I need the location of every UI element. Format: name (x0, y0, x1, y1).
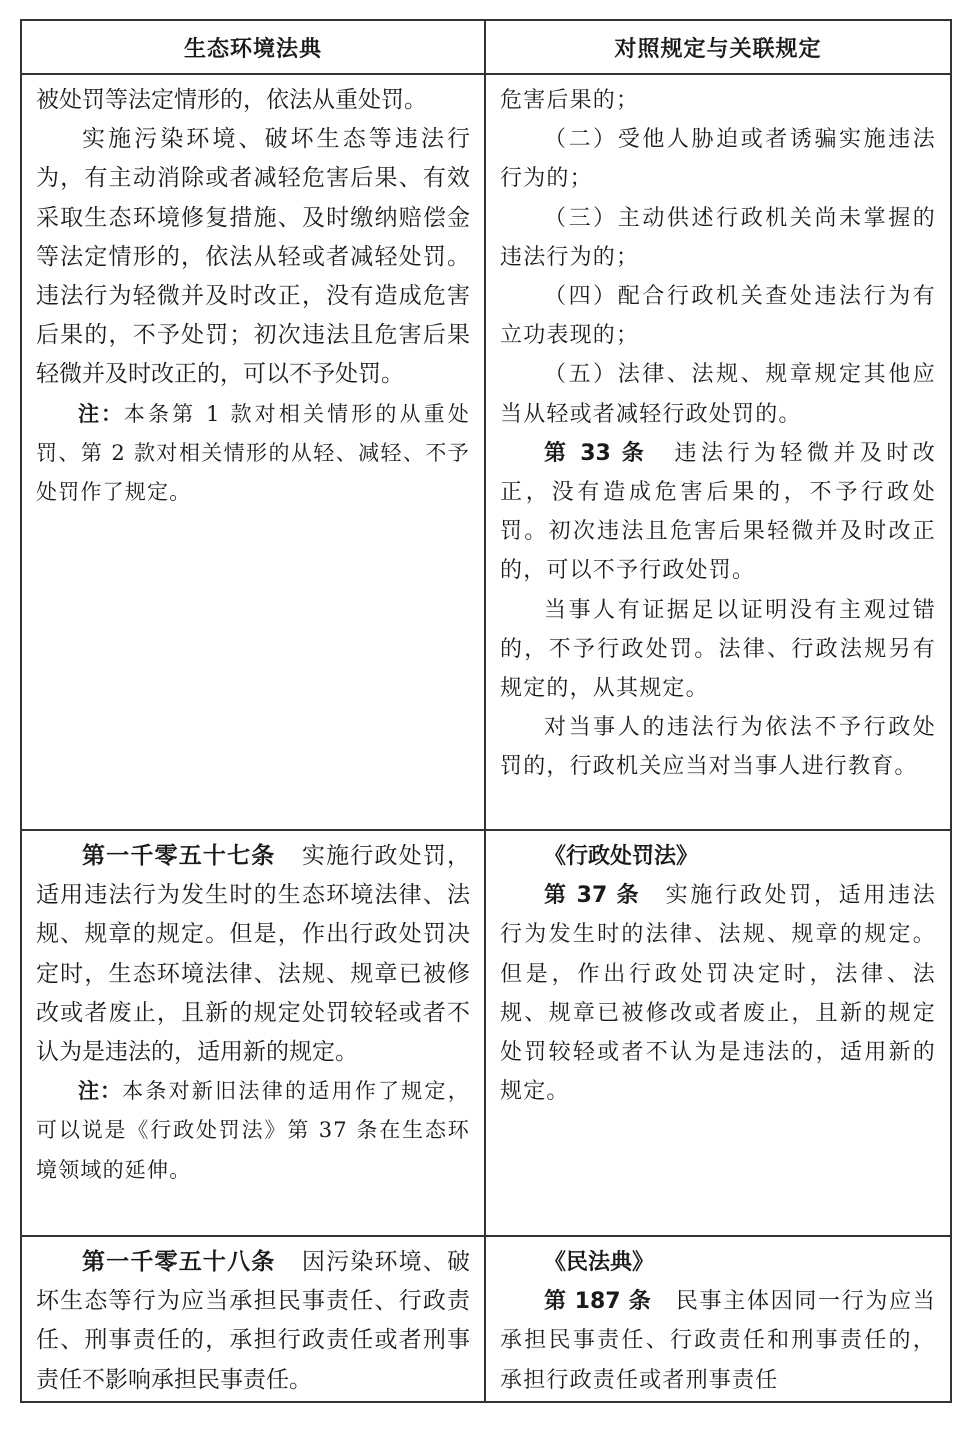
clause-paragraph: 当事人有证据足以证明没有主观过错的，不予行政处罚。法律、行政法规另有规定的，从其规定。 (500, 597, 936, 702)
note-paragraph: 注：本条第 1 款对相关情形的从重处罚、第 2 款对相关情形的从轻、减轻、不予处罚作了规定。 (36, 401, 470, 505)
note-paragraph: 注：本条对新旧法律的适用作了规定，可以说是《行政处罚法》第 37 条在生态环境领域的延伸。 (36, 1079, 470, 1182)
clause-paragraph: 对当事人的违法行为依法不予行政处罚的，行政机关应当对当事人进行教育。 (500, 715, 936, 780)
law-title: 《行政处罚法》 (544, 844, 699, 869)
article-number: 第一千零五十七条 (82, 843, 276, 869)
note-label: 注： (78, 401, 124, 426)
clause-paragraph: 被处罚等法定情形的，依法从重处罚。 (36, 87, 427, 113)
article-number: 第 187 条 (544, 1289, 652, 1315)
related-rules-cell (485, 1236, 951, 1402)
comparison-table (20, 19, 952, 1403)
clause-paragraph: （四）配合行政机关查处违法行为有立功表现的； (500, 284, 936, 349)
eco-code-cell (21, 830, 485, 1236)
article-paragraph: 第 187 条 民事主体因同一行为应当承担民事责任、行政责任和刑事责任的，承担行政责任或者刑事责任 (500, 1289, 937, 1393)
clause-paragraph: 危害后果的； (500, 88, 640, 113)
clause-paragraph: 实施污染环境、破坏生态等违法行为，有主动消除或者减轻危害后果、有效采取生态环境修复措施、及时缴纳赔偿金等法定情形的，依法从轻或者减轻处罚。违法行为轻微并及时改正，没有造成危害后果的，不予处罚；初次违法且危害后果轻微并及时改正的，可以不予处罚。 (36, 126, 470, 388)
article-paragraph: 第 33 条 违法行为轻微并及时改正，没有造成危害后果的，不予行政处罚。初次违法且危害后果轻微并及时改正的，可以不予行政处罚。 (500, 440, 936, 584)
clause-paragraph: （三）主动供述行政机关尚未掌握的违法行为的； (500, 205, 936, 270)
clause-paragraph: （五）法律、法规、规章规定其他应当从轻或者减轻行政处罚的。 (500, 362, 936, 427)
clause-paragraph: （二）受他人胁迫或者诱骗实施违法行为的； (500, 127, 936, 192)
article-paragraph: 第一千零五十七条 实施行政处罚，适用违法行为发生时的生态环境法律、法规、规章的规定。但是，作出行政处罚决定时，生态环境法律、法规、规章已被修改或者废止，且新的规定处罚较轻或者不认为是违法的，适用新的规定。 (36, 843, 471, 1066)
article-number: 第 37 条 (544, 883, 640, 909)
article-number: 第 33 条 (544, 440, 648, 466)
article-paragraph: 第 37 条 实施行政处罚，适用违法行为发生时的法律、法规、规章的规定。但是，作出行政处罚决定时，法律、法规、规章已被修改或者废止，且新的规定处罚较轻或者不认为是违法的，适用新的规定。 (500, 883, 936, 1105)
table-row (21, 830, 951, 1236)
eco-code-cell (21, 1236, 485, 1402)
note-label: 注： (78, 1079, 123, 1104)
eco-code-cell (21, 74, 485, 830)
table-header-row (21, 20, 951, 74)
article-number: 第一千零五十八条 (82, 1249, 276, 1275)
article-paragraph: 第一千零五十八条 因污染环境、破坏生态等行为应当承担民事责任、行政责任、刑事责任的，承担行政责任或者刑事责任不影响承担民事责任。 (36, 1249, 471, 1393)
table-row (21, 74, 951, 830)
header-related-rules: 对照规定与关联规定 (485, 20, 951, 74)
table-row (21, 1236, 951, 1402)
related-rules-cell (485, 830, 951, 1236)
law-title: 《民法典》 (544, 1250, 655, 1275)
header-eco-code: 生态环境法典 (21, 20, 485, 74)
related-rules-cell (485, 74, 951, 830)
